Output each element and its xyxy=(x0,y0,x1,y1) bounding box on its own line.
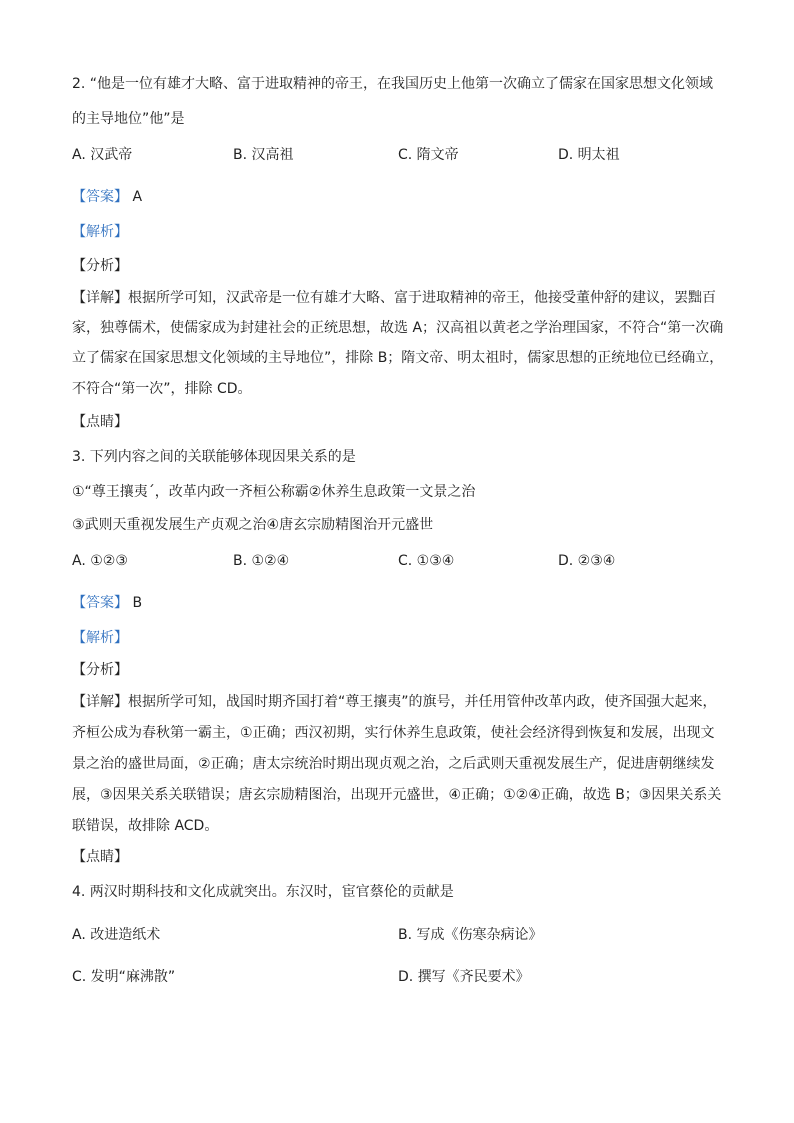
q3-detail-line5: 联错误，故排除 ACD。 xyxy=(72,818,219,834)
q2-option-c: C. 隋文帝 xyxy=(398,147,459,163)
q3-answer xyxy=(72,593,732,613)
q4-option-d: D. 撰写《齐民要术》 xyxy=(398,969,530,985)
q3-detail-line1 xyxy=(72,692,732,712)
q3-items-line2: ③武则天重视发展生产贞观之治④唐玄宗励精图治开元盛世 xyxy=(72,517,434,533)
q3-detail-line2: 齐桓公成为春秋第一霸主，①正确；西汉初期，实行休养生息政策，使社会经济得到恢复和发展，出现文 xyxy=(72,725,715,741)
q3-option-a: A. ①②③ xyxy=(72,553,128,569)
detail-text: 根据所学可知，汉武帝是一位有雄才大略、富于进取精神的帝王，他接受董仲舒的建议，罢黜百 xyxy=(128,290,716,306)
q3-detail-line3: 景之治的盛世局面，②正确；唐太宗统治时期出现贞观之治，之后武则天重视发展生产，促进唐朝继续发 xyxy=(72,756,715,772)
q4-option-c: C. 发明“麻沸散” xyxy=(72,969,176,985)
q2-option-b: B. 汉高祖 xyxy=(233,147,294,163)
q3-analysis-tag: 【解析】 xyxy=(72,630,128,646)
q3-option-c: C. ①③④ xyxy=(398,553,455,569)
q2-detail-line1 xyxy=(72,288,732,308)
detail-text: 根据所学可知，战国时期齐国打着“尊王攘夷”的旗号，并任用管仲改革内政，使齐国强大起来， xyxy=(128,694,717,710)
q2-comment-tag: 【点睛】 xyxy=(72,414,128,430)
q3-fenxi-tag: 【分析】 xyxy=(72,662,128,678)
answer-tag: 【答案】 xyxy=(72,595,128,611)
q2-analysis-tag: 【解析】 xyxy=(72,224,128,240)
q2-detail-line4: 不符合“第一次”，排除 CD。 xyxy=(72,381,252,397)
answer-value: A xyxy=(132,189,143,205)
q2-stem-line2: 的主导地位”他”是 xyxy=(72,111,185,127)
detail-tag: 【详解】 xyxy=(72,694,128,710)
q3-option-d: D. ②③④ xyxy=(558,553,616,569)
q2-answer xyxy=(72,187,732,207)
answer-value: B xyxy=(132,595,143,611)
detail-tag: 【详解】 xyxy=(72,290,128,306)
q2-option-d: D. 明太祖 xyxy=(558,147,620,163)
q3-detail-line4: 展，③因果关系关联错误；唐玄宗励精图治，出现开元盛世，④正确；①②④正确，故选 B；③因果关系关 xyxy=(72,787,722,803)
q2-stem-line1: 2. “他是一位有雄才大略、富于进取精神的帝王，在我国历史上他第一次确立了儒家在国家思想文化领域 xyxy=(72,76,714,92)
q4-option-a: A. 改进造纸术 xyxy=(72,927,161,943)
q4-stem: 4. 两汉时期科技和文化成就突出。东汉时，宦官蔡伦的贡献是 xyxy=(72,884,454,900)
q2-detail-line3: 立了儒家在国家思想文化领域的主导地位”，排除 B；隋文帝、明太祖时，儒家思想的正统地位已经确立， xyxy=(72,350,724,366)
q3-option-b: B. ①②④ xyxy=(233,553,290,569)
q3-stem: 3. 下列内容之间的关联能够体现因果关系的是 xyxy=(72,449,356,465)
q4-option-b: B. 写成《伤寒杂病论》 xyxy=(398,927,543,943)
q3-comment-tag: 【点睛】 xyxy=(72,849,128,865)
q2-option-a: A. 汉武帝 xyxy=(72,147,133,163)
q2-detail-line2: 家，独尊儒术，使儒家成为封建社会的正统思想，故选 A；汉高祖以黄老之学治理国家，不符合“第一次确 xyxy=(72,320,724,336)
q3-items-line1: ①“尊王攘夷ˊ，改革内政一齐桓公称霸②休养生息政策一文景之治 xyxy=(72,484,476,500)
q2-fenxi-tag: 【分析】 xyxy=(72,258,128,274)
answer-tag: 【答案】 xyxy=(72,189,128,205)
